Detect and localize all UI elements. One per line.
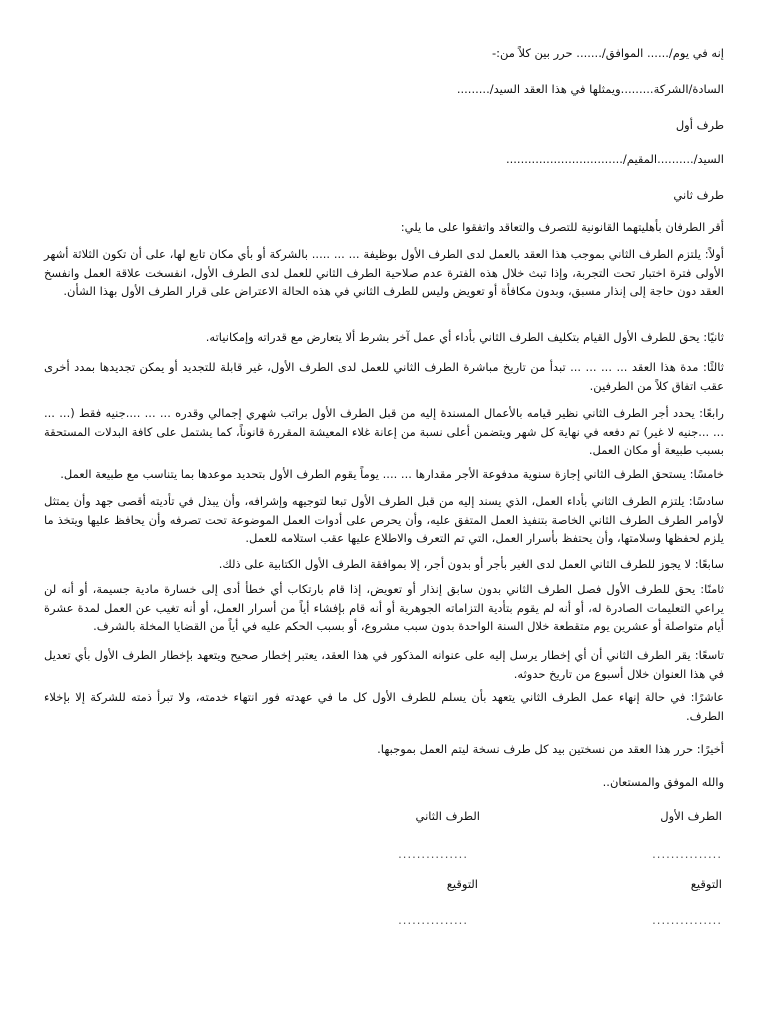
clause-1: أولاً: يلتزم الطرف الثاني بموجب هذا العقد بالعمل لدى الطرف الأول بوظيفة ... ... ..... بالشركة أو بأي مكان تابع لها، على أن تكون الثلاثة أشهر الأولى فترة اختبار تحت التجربة، وإذا تبث خلال هذه الفترة عدم صلاحية الطرف الثاني للعمل لدى الطرف الأول، انفسخت علاقة العمل وانفسخ العقد دون حاجة إلى إنذار مسبق، وبدون مكافأة أو تعويض وليس للطرف الثاني في هذه الحالة الاعتراض على قرار الطرف الأول بهذا الشأن.: [44, 247, 724, 298]
second-party-label: الطرف الثاني: [415, 809, 480, 823]
closing-line: والله الموفق والمستعان..: [602, 775, 724, 789]
first-signature-dots: ...............: [652, 913, 722, 927]
acknowledgement: أقر الطرفان بأهليتهما القانونية للتصرف والتعاقد واتفقوا على ما يلي:: [400, 220, 724, 234]
company-line: السادة/الشركة.........ويمثلها في هذا العقد السيد/.........: [456, 82, 724, 96]
clause-5: خامسًا: يستحق الطرف الثاني إجازة سنوية مدفوعة الأجر مقدارها ... .... يوماً يقوم الطرف الأول بتحديد موعدها بما يتناسب مع طبيعة العمل.: [60, 467, 724, 481]
clause-2: ثانيًا: يحق للطرف الأول القيام بتكليف الطرف الثاني بأداء أي عمل آخر بشرط ألا يتعارض مع قدراته وإمكانياته.: [205, 330, 724, 344]
first-party-label: الطرف الأول: [660, 809, 722, 823]
clause-7: سابعًا: لا يجوز للطرف الثاني العمل لدى الغير بأجر أو بدون أجر، إلا بموافقة الطرف الأول الكتابية على ذلك.: [218, 557, 724, 571]
mr-line: السيد/..........المقيم/................................: [505, 152, 724, 166]
first-party-dots: ...............: [652, 847, 722, 861]
clause-6: سادسًا: يلتزم الطرف الثاني بأداء العمل، الذي يسند إليه من قبل الطرف الأول تبعا لتوجيهه وإشرافه، وأن يبذل في تأديته أقصى جهد وأن يمتثل لأوامر الطرف الطرف الثاني الخاصة بتنفيذ العمل المتفق عليه، وأن يحرص على أدوات العمل الموضوعة تحت تصرفه وأن يحافظ عليها ويتخذ ما يلزم لحفظها وسلامتها، وأن يحتفظ بأسرار العمل، التي تم التعرف والاطلاع عليها عقب استلامه للعمل.: [44, 494, 724, 545]
clause-3: ثالثًا: مدة هذا العقد ... ... ... ... تبدأ من تاريخ مباشرة الطرف الثاني للعمل لدى الطرف الأول، غير قابلة للتجديد أو يمكن تجديدها بمدد أخرى عقب اتفاق كلاً من الطرفين.: [44, 360, 724, 393]
party-one-label: طرف أول: [675, 118, 724, 132]
clause-10: عاشرًا: في حالة إنهاء عمل الطرف الثاني يتعهد بأن يسلم للطرف الأول كل ما في عهدته فور انتهاء خدمته، ولا تبرأ ذمته للشركة إلا بإخلاء الطرف.: [44, 690, 724, 723]
intro-line: إنه في يوم/...... الموافق/....... حرر بين كلاً من:-: [491, 46, 724, 60]
clause-8: ثامنًا: يحق للطرف الأول فصل الطرف الثاني بدون سابق إنذار أو تعويض، إذا قام بارتكاب أي خطأ أدى إلى خسارة مادية جسيمة، أو أنه لن يراعي التعليمات الصادرة له، أو أنه لم يقوم بتأدية التزاماته الجوهرية أو أنه قام بإفشاء أياً من أسرار العمل، أو أنه تغيب عن العمل لمدة عشرة أيام متواصلة أو عشرين يوم متقطعة خلال السنة الواحدة بدون سبب مشروع، أو بسبب الحكم عليه في أياً من القضايا المخلة بالشرف.: [44, 582, 724, 633]
second-signature-dots: ...............: [398, 913, 468, 927]
party-two-label: طرف ثاني: [673, 188, 724, 202]
clause-11: أخيرًا: حرر هذا العقد من نسختين بيد كل طرف نسخة ليتم العمل بموجبها.: [377, 742, 724, 756]
second-party-dots: ...............: [398, 847, 468, 861]
second-signature-label: التوقيع: [446, 877, 478, 891]
clause-4: رابعًا: يحدد أجر الطرف الثاني نظير قيامه بالأعمال المسندة إليه من قبل الطرف الأول براتب شهري إجمالي وقدره ... ... ....جنيه فقط (... ... ... ...جنيه لا غير) تم دفعه في نهاية كل شهر ويتضمن أعلى نسبة من إعانة غلاء المعيشة المقررة قانوناً، كما يشتمل على كافة البدلات المستحقة بسبب طبيعة أو مكان العمل.: [44, 406, 724, 457]
clause-9: تاسعًا: يقر الطرف الثاني أن أي إخطار يرسل إليه على عنوانه المذكور في هذا العقد، يعتبر إخطار صحيح ويتعهد بإخطار الطرف الأول بأي تعديل في هذا العنوان خلال أسبوع من تاريخ حدوثه.: [44, 648, 724, 681]
first-signature-label: التوقيع: [690, 877, 722, 891]
